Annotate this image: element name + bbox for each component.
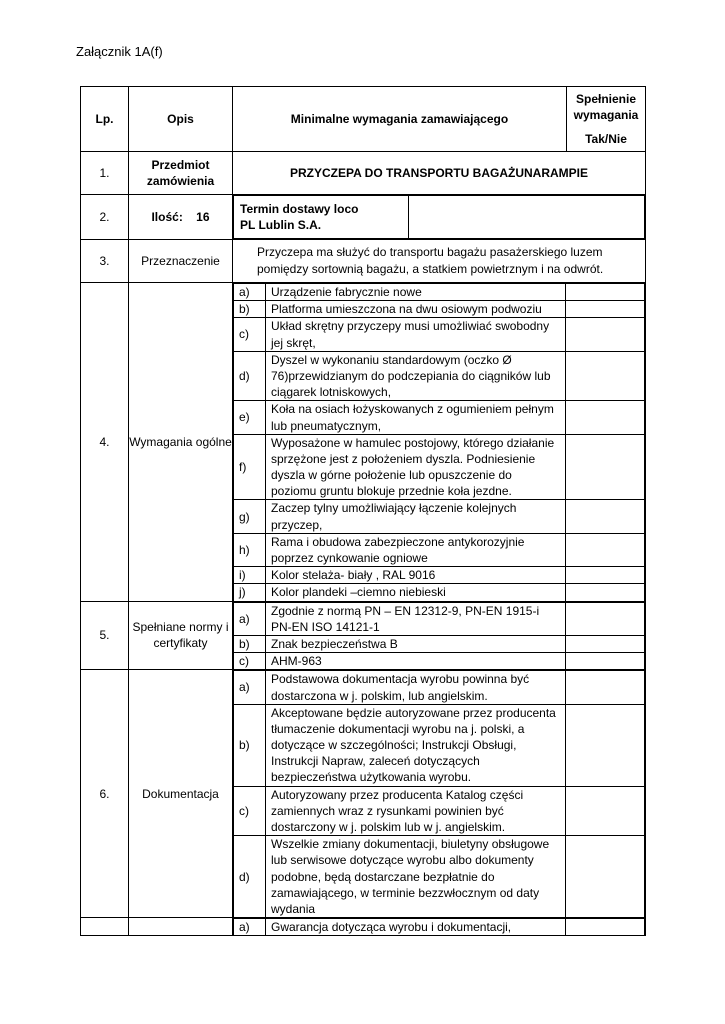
- row3-lp: 3.: [81, 240, 129, 283]
- item-compliance-cell: [566, 584, 645, 601]
- row5-items: [233, 602, 645, 670]
- row4-lp: 4.: [81, 283, 129, 602]
- item-text: Autoryzowany przez producenta Katalog części zamiennych wraz z rysunkami powinien być dostarczony w j. polskim lub w j. angielskim.: [266, 786, 566, 836]
- item-text: Układ skrętny przyczepy musi umożliwiać swobodny jej skręt,: [266, 318, 566, 351]
- list-item: [234, 351, 645, 401]
- item-text: Wyposażone w hamulec postojowy, którego działanie sprzężone jest z położeniem dyszla. Podniesienie dyszla w górne położenie lub opuszczenie do poziomu gruntu blokuje przednie koła jezdne.: [266, 434, 566, 500]
- table-row-4: [81, 283, 646, 602]
- row1-lp: 1.: [81, 152, 129, 195]
- col-header-wymagania: Minimalne wymagania zamawiającego: [233, 87, 567, 152]
- table-row-5: [81, 601, 646, 670]
- item-text: Akceptowane będzie autoryzowane przez producenta tłumaczenie dokumentacji wyrobu na j. polski, a dotyczące w szczególności; Instrukcji Obsługi, Instrukcji Napraw, zaleceń dotyczących bezpieczeństwa użytkowania wyrobu.: [266, 704, 566, 786]
- row6-lp: 6.: [81, 670, 129, 918]
- row3-purpose: Przyczepa ma służyć do transportu bagażu pasażerskiego luzem pomiędzy sortownią bagażu, a statkiem powietrznym i na odwrót.: [233, 240, 646, 283]
- row2-quantity-value: 16: [196, 209, 210, 224]
- requirements-table: [80, 86, 646, 936]
- item-letter: d): [234, 836, 266, 917]
- item-letter: b): [234, 635, 266, 652]
- list-item: [234, 919, 645, 936]
- item-compliance-cell: [566, 500, 645, 533]
- list-item: [234, 500, 645, 533]
- row1-subject: PRZYCZEPA DO TRANSPORTU BAGAŻUNARAMPIE: [233, 152, 646, 195]
- item-letter: i): [234, 567, 266, 584]
- row6-opis: Dokumentacja: [129, 670, 233, 918]
- list-item: [234, 318, 645, 351]
- list-item: [234, 584, 645, 601]
- col-header-spelnienie-line3: Tak/Nie: [585, 132, 627, 147]
- list-item: [234, 836, 645, 917]
- list-item: [234, 635, 645, 652]
- item-compliance-cell: [566, 635, 645, 652]
- item-compliance-cell: [566, 434, 645, 500]
- item-compliance-cell: [566, 786, 645, 836]
- item-letter: g): [234, 500, 266, 533]
- list-item: [234, 786, 645, 836]
- item-compliance-cell: [566, 919, 645, 936]
- table-row-3: [81, 240, 646, 283]
- col-header-spelnienie-line1: Spełnienie: [575, 91, 637, 106]
- item-text: Zgodnie z normą PN – EN 12312-9, PN-EN 1915-i PN-EN ISO 14121-1: [266, 602, 566, 635]
- item-text: Kolor plandeki –ciemno niebieski: [266, 584, 566, 601]
- item-compliance-cell: [566, 671, 645, 704]
- row2-opis: [129, 195, 233, 240]
- item-letter: e): [234, 401, 266, 434]
- list-item: [234, 284, 645, 301]
- item-compliance-cell: [566, 602, 645, 635]
- table-row-6: [81, 670, 646, 918]
- row5-lp: 5.: [81, 601, 129, 670]
- list-item: [234, 301, 645, 318]
- item-text: Znak bezpieczeństwa B: [266, 635, 566, 652]
- table-row-2: [81, 195, 646, 240]
- row7-items: [233, 918, 645, 935]
- item-letter: b): [234, 301, 266, 318]
- item-letter: h): [234, 533, 266, 566]
- item-compliance-cell: [566, 653, 645, 670]
- row3-opis: Przeznaczenie: [129, 240, 233, 283]
- item-compliance-cell: [566, 533, 645, 566]
- item-compliance-cell: [566, 318, 645, 351]
- row2-delivery-cell: [233, 195, 646, 240]
- row4-opis: Wymagania ogólne: [129, 283, 233, 602]
- row2-blank: [409, 196, 645, 239]
- item-text: Dyszel w wykonaniu standardowym (oczko Ø 76)przewidzianym do podczepiania do ciągników lub ciągarek lotniskowych,: [266, 351, 566, 401]
- item-letter: a): [234, 671, 266, 704]
- attachment-label: Załącznik 1A(f): [76, 44, 163, 59]
- item-letter: a): [234, 284, 266, 301]
- list-item: [234, 671, 645, 704]
- item-letter: c): [234, 786, 266, 836]
- row7-opis: [129, 918, 233, 936]
- list-item: [234, 401, 645, 434]
- col-header-spelnienie: [567, 87, 646, 152]
- list-item: [234, 602, 645, 635]
- item-letter: f): [234, 434, 266, 500]
- item-text: Wszelkie zmiany dokumentacji, biuletyny obsługowe lub serwisowe dotyczące wyrobu albo dokumenty podobne, będą dostarczane bezpłatnie do zamawiającego, w terminie bezzwłocznym od daty wydania: [266, 836, 566, 917]
- item-compliance-cell: [566, 567, 645, 584]
- table-row-7: [81, 918, 646, 936]
- col-header-spelnienie-line2: wymagania: [573, 107, 639, 122]
- col-header-opis: Opis: [129, 87, 233, 152]
- item-text: Koła na osiach łożyskowanych z ogumieniem pełnym lub pneumatycznym,: [266, 401, 566, 434]
- table-row-1: [81, 152, 646, 195]
- item-letter: j): [234, 584, 266, 601]
- item-letter: a): [234, 919, 266, 936]
- row2-quantity-label: Ilość:: [151, 209, 183, 224]
- item-text: Kolor stelaża- biały , RAL 9016: [266, 567, 566, 584]
- item-letter: d): [234, 351, 266, 401]
- item-text: Platforma umieszczona na dwu osiowym podwoziu: [266, 301, 566, 318]
- item-letter: b): [234, 704, 266, 786]
- item-letter: a): [234, 602, 266, 635]
- list-item: [234, 533, 645, 566]
- item-compliance-cell: [566, 401, 645, 434]
- item-letter: c): [234, 653, 266, 670]
- item-text: Gwarancja dotycząca wyrobu i dokumentacji,: [266, 919, 566, 936]
- item-letter: c): [234, 318, 266, 351]
- item-compliance-cell: [566, 301, 645, 318]
- row4-items: [233, 283, 645, 601]
- list-item: [234, 434, 645, 500]
- row1-opis: Przedmiot zamówienia: [129, 152, 233, 195]
- row6-items: [233, 670, 645, 917]
- item-compliance-cell: [566, 351, 645, 401]
- item-text: Podstawowa dokumentacja wyrobu powinna być dostarczona w j. polskim, lub angielskim.: [266, 671, 566, 704]
- row5-opis: Spełniane normy i certyfikaty: [129, 601, 233, 670]
- item-compliance-cell: [566, 836, 645, 917]
- item-text: AHM-963: [266, 653, 566, 670]
- item-compliance-cell: [566, 704, 645, 786]
- row2-delivery-line2: PL Lublin S.A.: [240, 218, 322, 232]
- item-compliance-cell: [566, 284, 645, 301]
- col-header-lp: Lp.: [81, 87, 129, 152]
- row2-delivery-line1: Termin dostawy loco: [240, 201, 359, 216]
- row7-lp: [81, 918, 129, 936]
- item-text: Urządzenie fabrycznie nowe: [266, 284, 566, 301]
- item-text: Zaczep tylny umożliwiający łączenie kolejnych przyczep,: [266, 500, 566, 533]
- list-item: [234, 704, 645, 786]
- item-text: Rama i obudowa zabezpieczone antykorozyjnie poprzez cynkowanie ogniowe: [266, 533, 566, 566]
- list-item: [234, 567, 645, 584]
- row2-delivery: [234, 196, 409, 239]
- row2-lp: 2.: [81, 195, 129, 240]
- table-header-row: [81, 87, 646, 152]
- list-item: [234, 653, 645, 670]
